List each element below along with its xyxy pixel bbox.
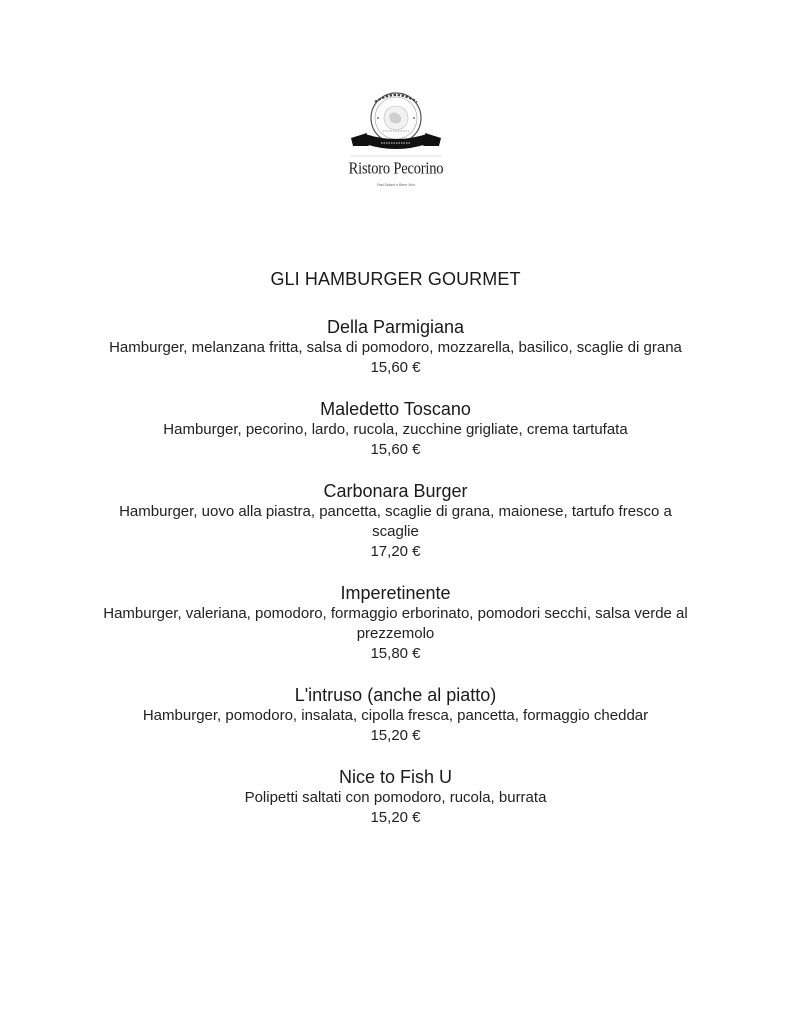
item-price: 17,20 €: [370, 543, 421, 560]
item-price: 15,60 €: [370, 441, 421, 458]
section-title: GLI HAMBURGER GOURMET: [270, 269, 521, 289]
item-name: Carbonara Burger: [323, 481, 468, 501]
menu-item: [86, 766, 706, 828]
item-description: Hamburger, uovo alla piastra, pancetta, scaglie di grana, maionese, tartufo fresco a scaglie: [119, 503, 672, 540]
item-name: Della Parmigiana: [326, 317, 465, 337]
menu-item: [106, 480, 686, 562]
restaurant-logo: [345, 88, 447, 198]
item-price: 15,20 €: [370, 727, 421, 744]
item-price: 15,20 €: [370, 809, 421, 826]
item-description: Hamburger, pecorino, lardo, rucola, zucchine grigliate, crema tartufata: [163, 421, 628, 438]
item-description: Polipetti saltati con pomodoro, rucola, burrata: [244, 789, 547, 806]
item-name: Maledetto Toscano: [320, 399, 471, 419]
item-description: Hamburger, melanzana fritta, salsa di pomodoro, mozzarella, basilico, scaglie di grana: [109, 339, 682, 356]
menu-content: [0, 268, 791, 848]
item-name: Nice to Fish U: [338, 767, 453, 787]
menu-item: [86, 316, 706, 378]
menu-item: [96, 582, 696, 664]
item-price: 15,60 €: [370, 359, 421, 376]
logo-name: Ristoro Pecorino: [348, 159, 444, 179]
menu-item: [86, 398, 706, 460]
logo-badge-icon: [345, 88, 447, 160]
logo-tagline: Fast Salumi e Bene Vino: [376, 183, 416, 187]
item-description: Hamburger, pomodoro, insalata, cipolla fresca, pancetta, formaggio cheddar: [142, 707, 649, 724]
item-description: Hamburger, valeriana, pomodoro, formaggio erborinato, pomodori secchi, salsa verde al prezzemolo: [103, 605, 688, 642]
item-name: L'intruso (anche al piatto): [294, 685, 497, 705]
item-name: Imperetinente: [340, 583, 451, 603]
menu-item: [86, 684, 706, 746]
item-price: 15,80 €: [370, 645, 421, 662]
